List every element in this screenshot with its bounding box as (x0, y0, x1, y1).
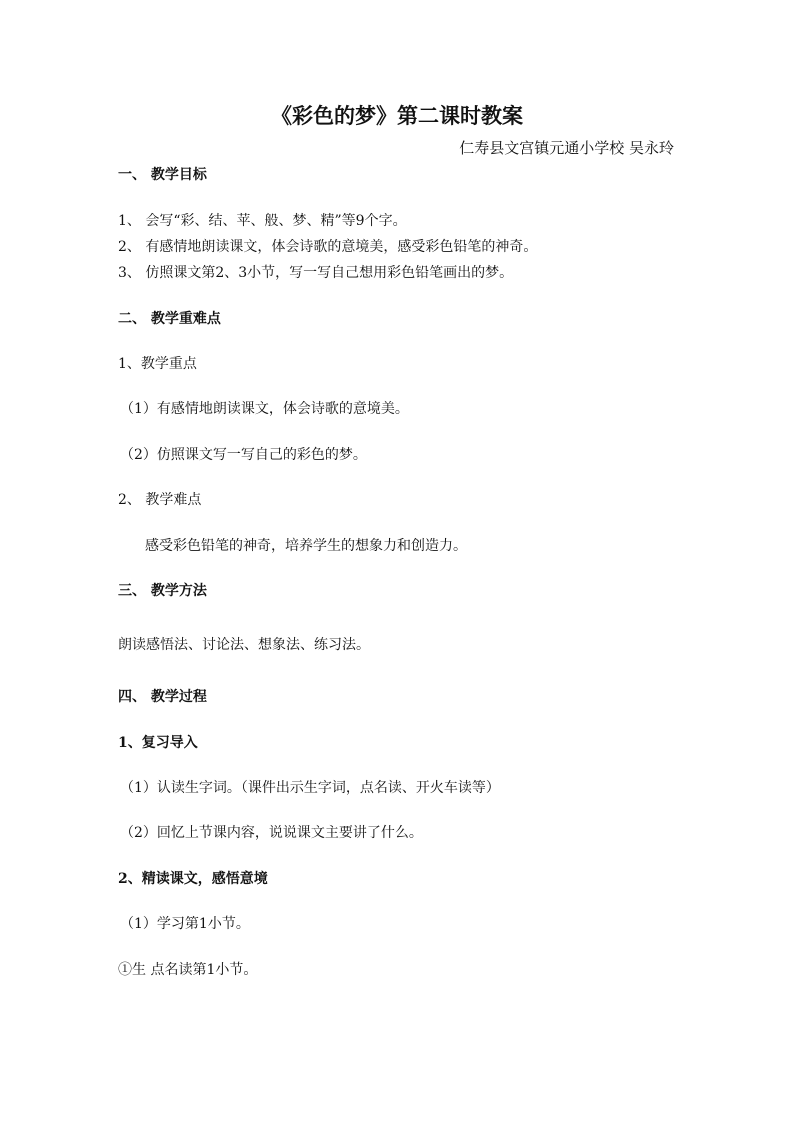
goal-item-1: 1、 会写“彩、结、苹、般、梦、精”等9个字。 (118, 213, 407, 229)
process-step-1-item-1: （1）认读生字词。（课件出示生字词，点名读、开火车读等） (120, 780, 500, 796)
goal-item-2: 2、 有感情地朗读课文，体会诗歌的意境美，感受彩色铅笔的神奇。 (118, 239, 538, 255)
process-step-1-title: 1、复习导入 (118, 735, 198, 751)
difficulty-title: 2、 教学难点 (118, 492, 202, 508)
methods-text: 朗读感悟法、讨论法、想象法、练习法。 (118, 637, 370, 653)
goal-item-3: 3、 仿照课文第2、3小节，写一写自己想用彩色铅笔画出的梦。 (118, 265, 514, 281)
focus-item-2: （2）仿照课文写一写自己的彩色的梦。 (120, 447, 367, 463)
process-step-1-item-2: （2）回忆上节课内容，说说课文主要讲了什么。 (120, 825, 423, 841)
process-step-2-item-1: （1）学习第1小节。 (120, 916, 250, 932)
section-heading-key-points: 二、 教学重难点 (118, 311, 221, 327)
focus-item-1: （1）有感情地朗读课文，体会诗歌的意境美。 (120, 401, 409, 417)
document-author: 仁寿县文宫镇元通小学校 吴永玲 (459, 139, 674, 157)
process-step-2-title: 2、精读课文，感悟意境 (118, 871, 268, 887)
difficulty-text: 感受彩色铅笔的神奇，培养学生的想象力和创造力。 (145, 538, 467, 554)
document-title: 《彩色的梦》第二课时教案 (271, 103, 523, 128)
section-heading-process: 四、 教学过程 (118, 689, 207, 705)
section-heading-methods: 三、 教学方法 (118, 583, 207, 599)
process-step-2-item-2: ①生 点名读第1小节。 (118, 962, 258, 978)
section-heading-goals: 一、 教学目标 (118, 167, 207, 183)
focus-title: 1、教学重点 (118, 356, 197, 372)
